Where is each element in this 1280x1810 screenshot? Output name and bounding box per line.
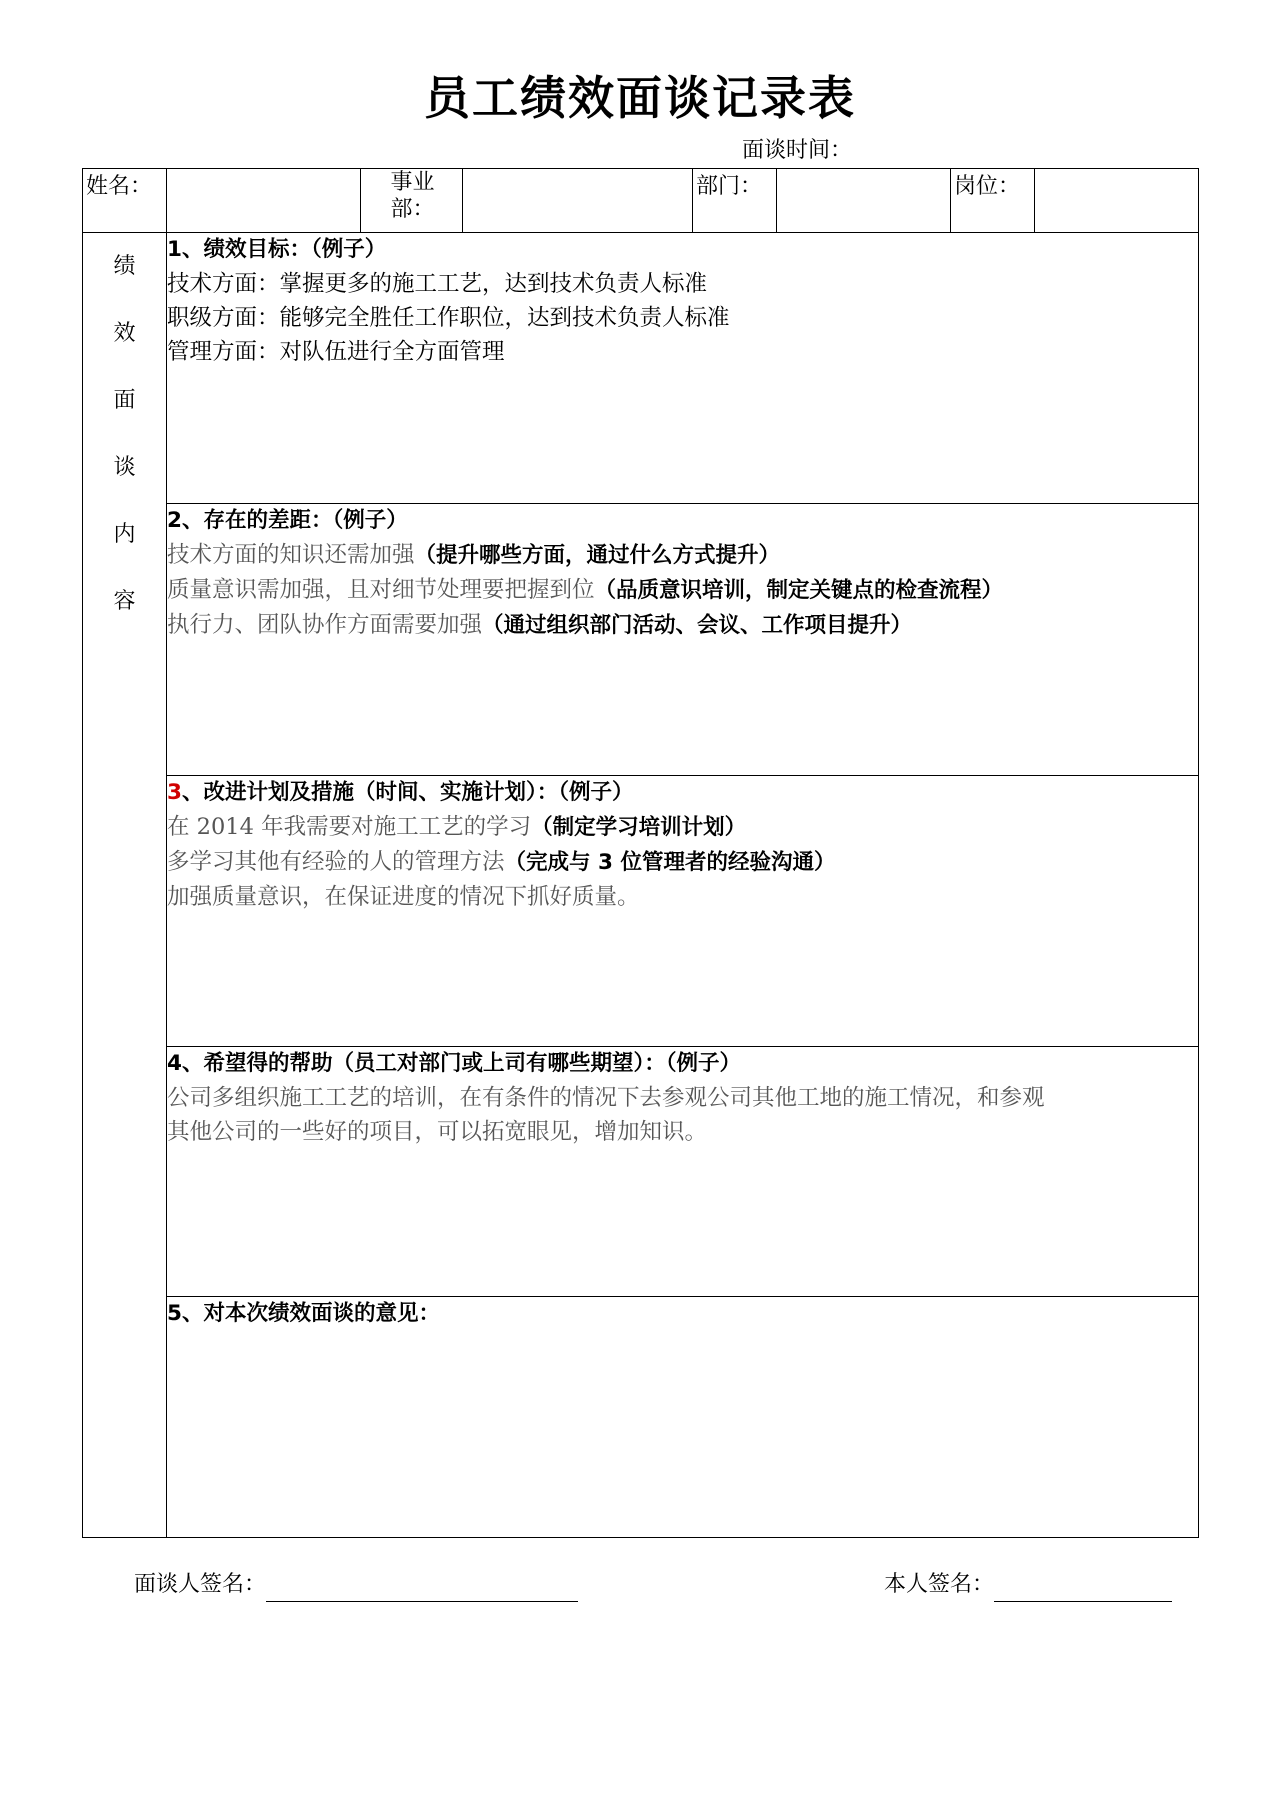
plan-line-note: （制定学习培训计划） <box>531 814 747 840</box>
interviewer-signature-line[interactable] <box>266 1575 578 1602</box>
vertical-char: 谈 <box>113 455 136 481</box>
help-row <box>83 1047 1199 1296</box>
opinion-heading: 5、对本次绩效面谈的意见： <box>167 1300 440 1326</box>
vertical-char: 绩 <box>113 254 136 280</box>
plan-heading <box>167 776 1198 810</box>
goals-line: 管理方面：对队伍进行全方面管理 <box>167 339 505 366</box>
gaps-line-text: 质量意识需加强，且对细节处理要把握到位 <box>167 577 595 604</box>
plan-line-text: 在 2014 年我需要对施工工艺的学习 <box>167 813 532 840</box>
plan-number: 3 <box>167 779 182 805</box>
opinion-section[interactable] <box>167 1296 1199 1537</box>
plan-line <box>167 845 1198 880</box>
name-label: 姓名： <box>83 169 167 233</box>
position-field[interactable] <box>1035 169 1199 233</box>
gaps-line <box>167 538 1198 573</box>
plan-line <box>167 810 1198 845</box>
gaps-line-note: （提升哪些方面，通过什么方式提升） <box>414 543 781 569</box>
goals-row <box>83 233 1199 504</box>
gaps-section[interactable] <box>167 504 1199 775</box>
gaps-line <box>167 608 1198 643</box>
interview-time-label: 面谈时间： <box>742 138 853 163</box>
vertical-char: 内 <box>113 522 136 548</box>
vertical-char: 面 <box>113 388 136 414</box>
help-heading: 4、希望得的帮助（员工对部门或上司有哪些期望）：（例子） <box>167 1051 741 1077</box>
vertical-label <box>83 233 167 1538</box>
interview-form-table <box>82 168 1199 1538</box>
department-field[interactable] <box>777 169 951 233</box>
division-label-line2: 部： <box>390 197 435 222</box>
self-signature-line[interactable] <box>994 1575 1172 1602</box>
division-field[interactable] <box>463 169 693 233</box>
plan-row <box>83 775 1199 1046</box>
name-field[interactable] <box>167 169 361 233</box>
goals-heading: 1、绩效目标：（例子） <box>167 237 387 263</box>
plan-line <box>167 880 1198 915</box>
opinion-row <box>83 1296 1199 1537</box>
header-row <box>83 169 1199 233</box>
gaps-line-note: （通过组织部门活动、会议、工作项目提升） <box>482 613 913 639</box>
gaps-line <box>167 573 1198 608</box>
vertical-char: 容 <box>113 589 136 615</box>
vertical-char: 效 <box>113 321 136 347</box>
help-line: 公司多组织施工工艺的培训，在有条件的情况下去参观公司其他工地的施工情况，和参观 <box>167 1085 1045 1112</box>
page-title: 员工绩效面谈记录表 <box>424 71 856 125</box>
gaps-line-note: （品质意识培训，制定关键点的检查流程） <box>594 578 1004 604</box>
position-label: 岗位： <box>951 169 1035 233</box>
help-line: 其他公司的一些好的项目，可以拓宽眼见，增加知识。 <box>167 1119 708 1146</box>
help-section[interactable] <box>167 1047 1199 1296</box>
interviewer-signature <box>134 1568 578 1602</box>
department-label: 部门： <box>693 169 777 233</box>
plan-heading-text: 、改进计划及措施（时间、实施计划）：（例子） <box>181 779 634 805</box>
plan-line-note: （完成与 3 位管理者的经验沟通） <box>504 849 836 875</box>
gaps-row <box>83 504 1199 775</box>
self-signature <box>884 1568 1172 1602</box>
plan-line-text: 多学习其他有经验的人的管理方法 <box>167 848 505 875</box>
gaps-line-text: 执行力、团队协作方面需要加强 <box>167 612 483 639</box>
self-signature-label: 本人签名： <box>884 1572 995 1597</box>
interviewer-signature-label: 面谈人签名： <box>134 1572 267 1597</box>
goals-line: 技术方面：掌握更多的施工工艺，达到技术负责人标准 <box>167 271 708 298</box>
plan-section[interactable] <box>167 775 1199 1046</box>
gaps-line-text: 技术方面的知识还需加强 <box>167 542 415 569</box>
goals-section[interactable] <box>167 233 1199 504</box>
division-label <box>361 169 463 233</box>
division-label-line1: 事业 <box>390 170 435 195</box>
plan-line-text: 加强质量意识，在保证进度的情况下抓好质量。 <box>167 883 640 910</box>
gaps-heading: 2、存在的差距：（例子） <box>167 508 408 534</box>
goals-line: 职级方面：能够完全胜任工作职位，达到技术负责人标准 <box>167 305 730 332</box>
